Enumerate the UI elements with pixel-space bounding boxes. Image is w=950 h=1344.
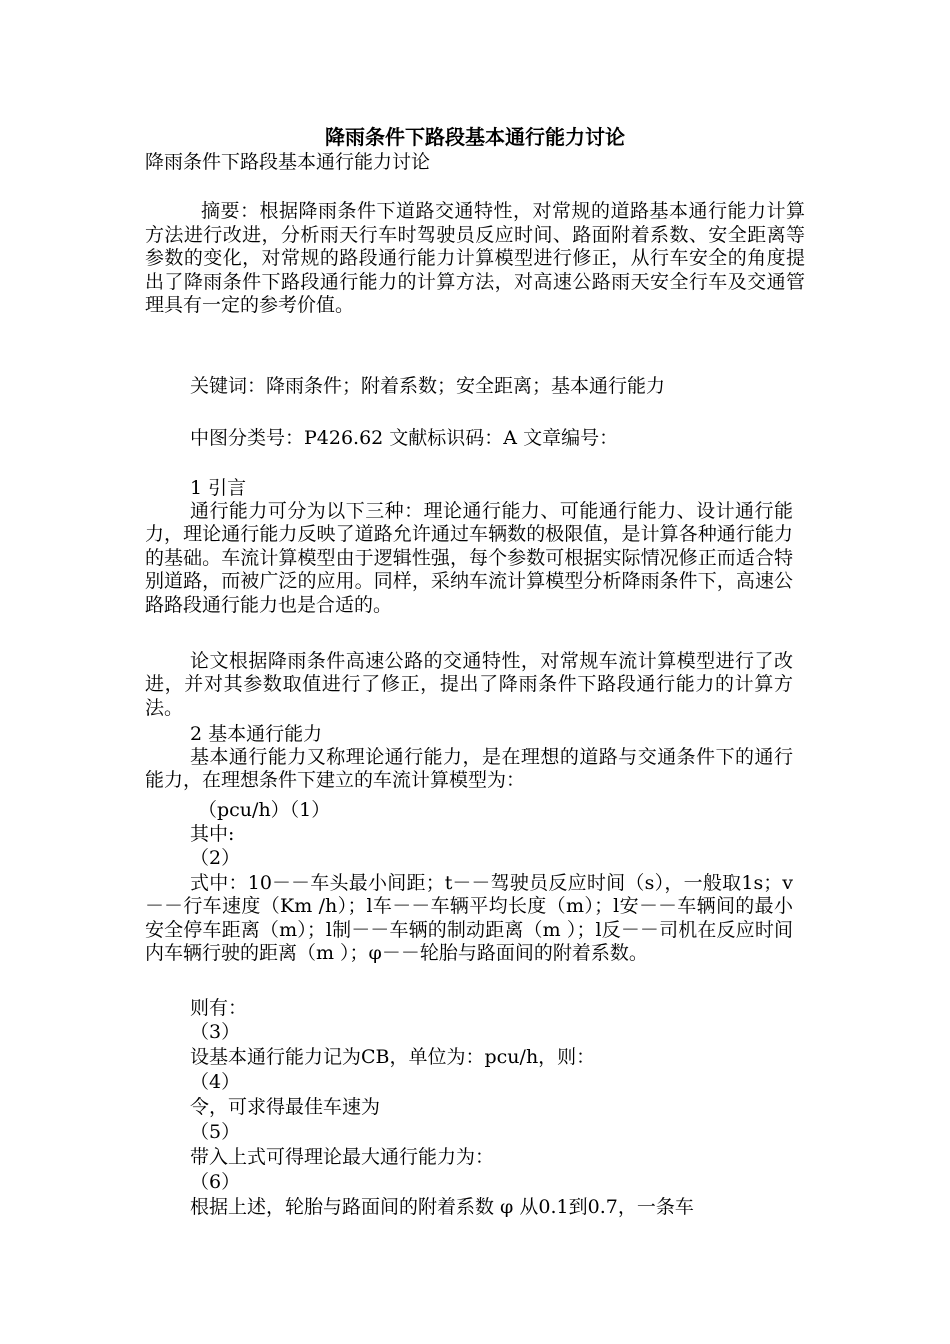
equation-5-label: （5） [190, 1121, 241, 1143]
section1-heading: 1 引言 [190, 477, 247, 499]
then-line: 则有： [190, 997, 248, 1019]
equation-2-label: （2） [190, 847, 241, 869]
where-line: 其中: [190, 823, 235, 845]
classification-line: 中图分类号：P426.62 文献标识码：A 文章编号： [190, 427, 619, 449]
definitions-paragraph: 式中：10－－车头最小间距；t－－驾驶员反应时间（s），一般取1s；v－－行车速度（Km /h）；l车－－车辆平均长度（m）；l安－－车辆间的最小安全停车距离（m）；l制－－车辆的制动距离（m ）；l反－－司机在反应时间内车辆行驶的距离（m ）；φ－－轮胎与路面间的附着系数。 [145, 872, 793, 965]
section1-paragraph-2: 论文根据降雨条件高速公路的交通特性，对常规车流计算模型进行了改进，并对其参数取值进行了修正，提出了降雨条件下路段通行能力的计算方法。 [145, 650, 793, 719]
equation-4-label: （4） [190, 1071, 241, 1093]
keywords-line: 关键词：降雨条件；附着系数；安全距离；基本通行能力 [190, 375, 666, 397]
cb-definition-line: 设基本通行能力记为CB，单位为：pcu/h，则： [190, 1046, 596, 1068]
equation-3-label: （3） [190, 1021, 241, 1043]
abstract-paragraph: 摘要：根据降雨条件下道路交通特性，对常规的道路基本通行能力计算方法进行改进，分析雨天行车时驾驶员反应时间、路面附着系数、安全距离等参数的变化，对常规的路段通行能力计算模型进行修正，从行车安全的角度提出了降雨条件下路段通行能力的计算方法，对高速公路雨天安全行车及交通管理具有一定的参考价值。 [145, 200, 805, 316]
substitute-line: 带入上式可得理论最大通行能力为： [190, 1146, 495, 1168]
document-subtitle: 降雨条件下路段基本通行能力讨论 [145, 151, 431, 173]
equation-6-label: （6） [190, 1171, 241, 1193]
section2-heading: 2 基本通行能力 [190, 723, 323, 745]
section2-paragraph-1: 基本通行能力又称理论通行能力，是在理想的道路与交通条件下的通行能力，在理想条件下建立的车流计算模型为： [145, 746, 793, 792]
section1-paragraph-1: 通行能力可分为以下三种：理论通行能力、可能通行能力、设计通行能力，理论通行能力反映了道路允许通过车辆数的极限值，是计算各种通行能力的基础。车流计算模型由于逻辑性强，每个参数可根据实际情况修正而适合特别道路，而被广泛的应用。同样，采纳车流计算模型分析降雨条件下，高速公路路段通行能力也是合适的。 [145, 500, 793, 616]
optimal-speed-line: 令，可求得最佳车速为 [190, 1096, 381, 1118]
final-text-line: 根据上述，轮胎与路面间的附着系数 φ 从0.1到0.7，一条车 [190, 1196, 694, 1218]
document-title: 降雨条件下路段基本通行能力讨论 [325, 125, 625, 149]
equation-1-label: （pcu/h）（1） [198, 799, 331, 821]
